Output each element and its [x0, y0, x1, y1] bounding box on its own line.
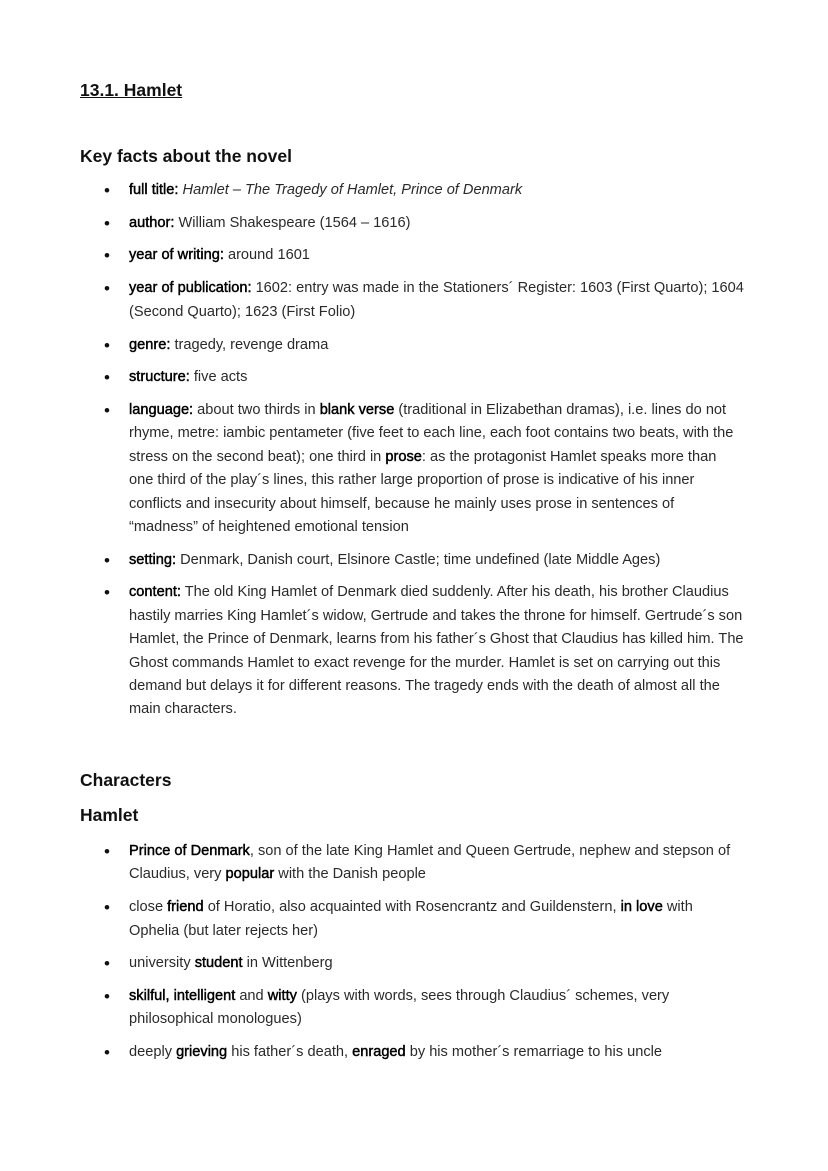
list-item: [0, 896, 744, 943]
list-item: [0, 244, 744, 267]
trait-text: his father´s death,: [227, 1044, 353, 1061]
hamlet-traits-list: [0, 840, 744, 1074]
trait-emphasis: popular: [225, 866, 275, 883]
fact-text: William Shakespeare (1564 – 1616): [174, 214, 411, 231]
list-item: [0, 952, 744, 975]
trait-text: of Horatio, also acquainted with Rosencrantz and Guildenstern,: [203, 899, 621, 916]
trait-emphasis: witty: [267, 987, 297, 1004]
trait-text: (plays with words, sees through Claudius´ schemes, very philosophical monologues): [129, 987, 670, 1028]
list-item: [0, 277, 744, 324]
trait-emphasis: skilful, intelligent: [129, 987, 236, 1004]
trait-text: with the Danish people: [274, 866, 426, 883]
fact-text: tragedy, revenge drama: [170, 336, 329, 353]
list-item: [0, 581, 744, 721]
fact-title-italic: Hamlet – The Tragedy of Hamlet, Prince of Denmark: [182, 182, 523, 198]
trait-emphasis: Prince of Denmark: [129, 843, 250, 859]
fact-text: Denmark, Danish court, Elsinore Castle; time undefined (late Middle Ages): [176, 551, 661, 568]
fact-key: full title:: [129, 182, 179, 198]
trait-text: and: [235, 987, 268, 1004]
list-item: [0, 840, 744, 887]
character-hamlet-heading: Hamlet: [80, 805, 139, 825]
trait-text: with Ophelia (but later rejects her): [129, 899, 693, 939]
trait-text: in Wittenberg: [242, 955, 333, 972]
fact-emphasis: blank verse: [319, 401, 395, 418]
trait-text: by his mother´s remarriage to his uncle: [405, 1044, 662, 1061]
fact-key: language:: [129, 401, 194, 418]
trait-emphasis: in love: [620, 899, 663, 916]
trait-text: close: [129, 899, 168, 916]
list-item: [0, 179, 744, 202]
list-item: [0, 366, 744, 389]
fact-text: 1602: entry was made in the Stationers´ Register: 1603 (First Quarto); 1604 (Second Quarto); 1623 (First Folio): [129, 280, 744, 320]
trait-text: university: [129, 955, 195, 972]
key-facts-list: [0, 179, 744, 731]
fact-emphasis: prose: [385, 448, 422, 465]
fact-key: structure:: [129, 369, 190, 386]
list-item: [0, 212, 744, 235]
fact-text: (traditional in Elizabethan dramas), i.e. lines do not rhyme, metre: iambic pentameter (five feet to each line, each foot contains two beats, with the stress on the second beat); one third in: [129, 401, 734, 465]
fact-key: content:: [129, 584, 181, 601]
trait-text: , son of the late King Hamlet and Queen Gertrude, nephew and stepson of Claudius, very: [129, 843, 731, 883]
list-item: [0, 399, 744, 539]
characters-heading: Characters: [80, 770, 172, 790]
list-item: [0, 1041, 744, 1064]
fact-text: The old King Hamlet of Denmark died suddenly. After his death, his brother Claudius hastily marries King Hamlet´s widow, Gertrude and takes the throne for himself. Gertrude´s son Hamlet, the Prince of Denmark, learns from his father´s Ghost that Claudius has killed him. The Ghost commands Hamlet to exact revenge for the murder. Hamlet is set on carrying out this demand but delays it for different reasons. The tragedy ends with the death of almost all the main characters.: [129, 584, 744, 718]
section-title: 13.1. Hamlet: [80, 80, 183, 100]
trait-emphasis: student: [194, 955, 243, 972]
list-item: [0, 334, 744, 357]
fact-text: about two thirds in: [193, 401, 320, 418]
trait-emphasis: friend: [167, 899, 204, 916]
trait-emphasis: enraged: [352, 1044, 406, 1061]
fact-key: genre:: [129, 336, 171, 353]
fact-key: author:: [129, 214, 175, 231]
list-item: [0, 985, 744, 1032]
fact-text: : as the protagonist Hamlet speaks more than one third of the play´s lines, this rather large proportion of prose is indicative of his inner conflicts and insecurity about himself, because he mainly uses prose in sentences of “madness” of heightened emotional tension: [129, 448, 717, 535]
fact-key: year of publication:: [129, 280, 252, 297]
trait-emphasis: grieving: [176, 1044, 228, 1061]
fact-key: setting:: [129, 551, 177, 568]
key-facts-heading: Key facts about the novel: [80, 146, 292, 166]
trait-text: deeply: [129, 1044, 177, 1061]
list-item: [0, 549, 744, 572]
fact-text: five acts: [189, 369, 248, 386]
fact-key: year of writing:: [129, 247, 224, 264]
fact-text: around 1601: [223, 247, 310, 264]
